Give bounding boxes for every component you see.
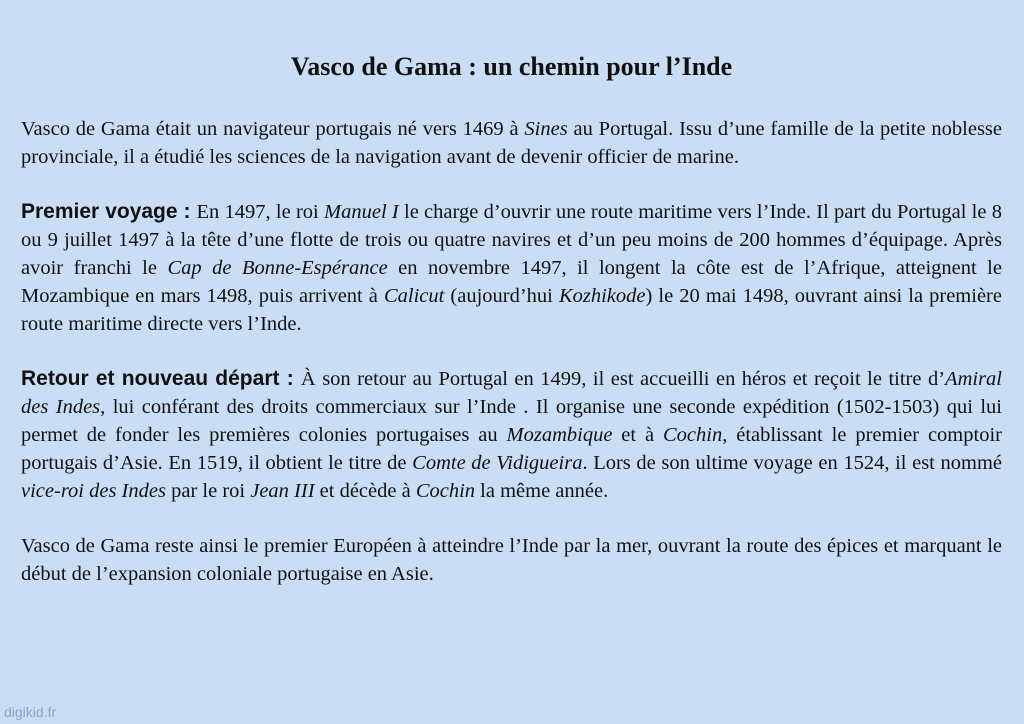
return-text-7: et décède à <box>314 480 416 502</box>
first-voyage-paragraph <box>21 198 1002 338</box>
watermark: digikid.fr <box>4 704 57 720</box>
jean-iii: Jean III <box>250 480 315 502</box>
intro-paragraph <box>21 115 1002 171</box>
kozhikode: Kozhikode <box>558 285 646 307</box>
first-voyage-text-2: le charge d’ouvrir une route maritime vers l’Inde. Il part du Portugal le 8 ou 9 juillet 1497 à la tête d’une flotte de trois ou quatre navires et d’un peu moins de 200 hommes d’équipage. Après avoir franchi le <box>21 201 1002 279</box>
cape-good-hope: Cap de Bonne-Espérance <box>167 257 388 279</box>
first-voyage-text-3: en novembre 1497, il longent la côte est de l’Afrique, atteignent le Mozambique en mars 1498, puis arrivent à <box>21 257 1002 307</box>
first-voyage-heading: Premier voyage : <box>21 200 197 223</box>
intro-text-2: au Portugal. Issu d’une famille de la petite noblesse provinciale, il a étudié les sciences de la navigation avant de devenir officier de marine. <box>21 118 1002 168</box>
return-text-4: , établissant le premier comptoir portugais d’Asie. En 1519, il obtient le titre de <box>21 424 1002 474</box>
return-text-2: , lui conférant des droits commerciaux sur l’Inde . Il organise une seconde expédition (1502-1503) qui lui permet de fonder les premières colonies portugaises au <box>21 396 1002 446</box>
return-text-5: . Lors de son ultime voyage en 1524, il est nommé <box>582 452 1003 474</box>
return-text-6: par le roi <box>165 480 251 502</box>
king-manuel: Manuel I <box>324 201 399 223</box>
document-page <box>21 50 1002 615</box>
return-text-1: À son retour au Portugal en 1499, il est accueilli en héros et reçoit le titre d’ <box>300 368 946 390</box>
first-voyage-text-1: En 1497, le roi <box>196 201 325 223</box>
first-voyage-text-5: ) le 20 mai 1498, ouvrant ainsi la première route maritime directe vers l’Inde. <box>21 285 1002 335</box>
conclusion-paragraph: Vasco de Gama reste ainsi le premier Européen à atteindre l’Inde par la mer, ouvrant la route des épices et marquant le début de l’expansion coloniale portugaise en Asie. <box>21 535 1002 585</box>
calicut: Calicut <box>383 285 445 307</box>
cochin: Cochin <box>662 424 723 446</box>
mozambique: Mozambique <box>506 424 613 446</box>
cochin-death: Cochin <box>415 480 476 502</box>
vice-roi-des-indes: vice-roi des Indes <box>21 480 166 502</box>
return-paragraph <box>21 365 1002 505</box>
intro-place-sines: Sines <box>524 118 568 140</box>
return-heading: Retour et nouveau départ : <box>21 367 301 390</box>
first-voyage-text-4: (aujourd’hui <box>444 285 559 307</box>
return-text-3: et à <box>612 424 663 446</box>
amiral-des-indes: Amiral des Indes <box>21 368 1002 418</box>
page-title: Vasco de Gama : un chemin pour l’Inde <box>290 52 733 81</box>
comte-de-vidigueira: Comte de Vidigueira <box>412 452 583 474</box>
return-text-8: la même année. <box>475 480 609 502</box>
intro-text-1: Vasco de Gama était un navigateur portugais né vers 1469 à <box>21 118 525 140</box>
